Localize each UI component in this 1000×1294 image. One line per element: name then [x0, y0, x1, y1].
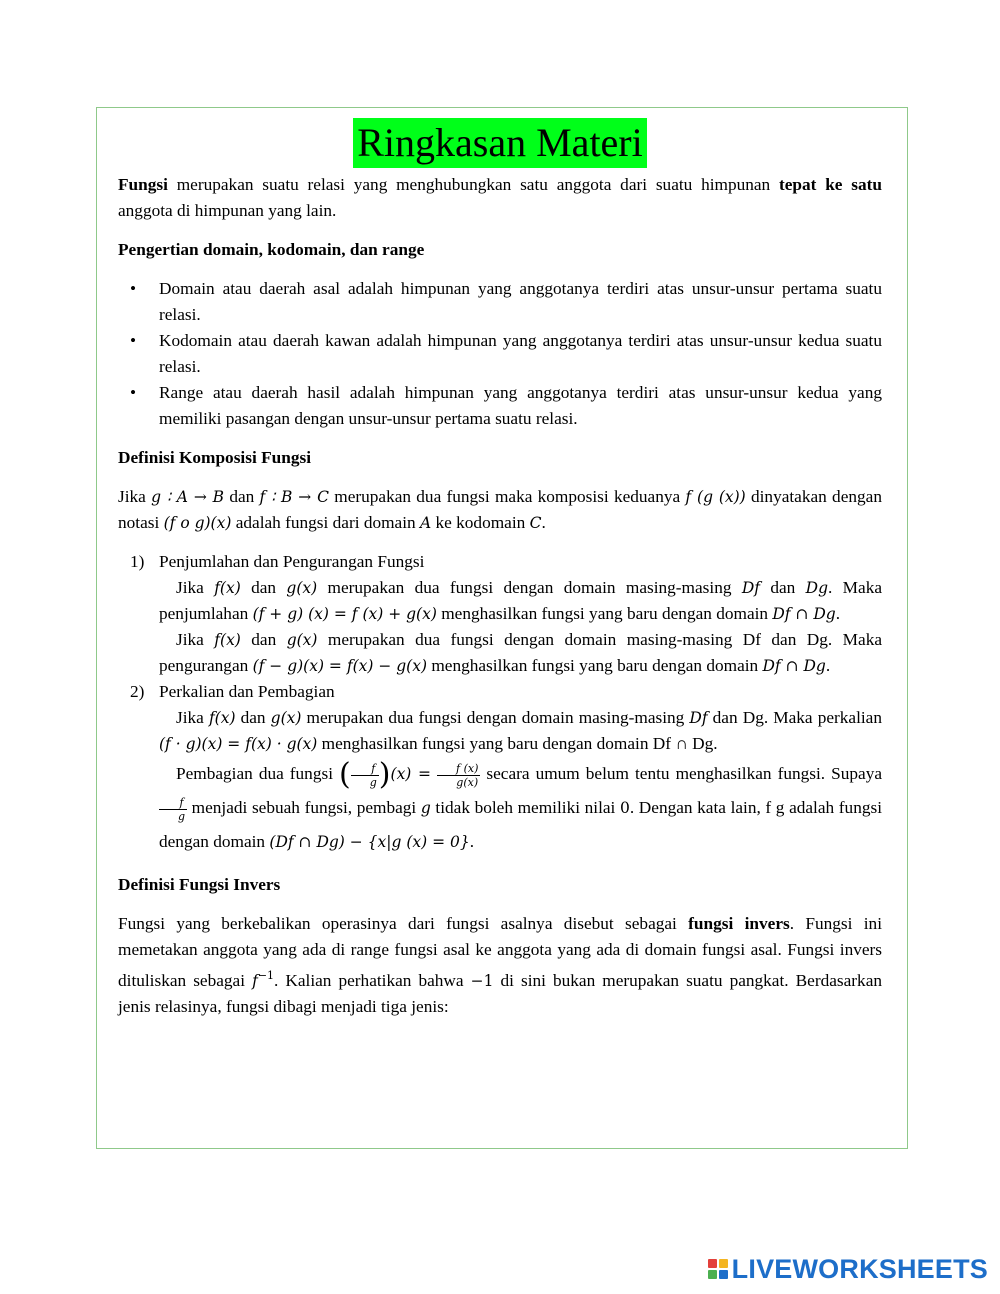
list-item: • Range atau daerah hasil adalah himpunan yang anggotanya terdiri atas unsur-unsur kedua yang memiliki pasangan dengan unsur-unsur pertama suatu relasi. — [118, 380, 882, 432]
intro-paragraph — [118, 172, 882, 224]
komposisi-paragraph: Jika g ∶ A → B dan f ∶ B → C merupakan dua fungsi maka komposisi keduanya f (g (x)) dinyatakan dengan notasi (f o g)(x) adalah fungsi dari domain A ke kodomain C. — [118, 487, 882, 532]
list-item: • Kodomain atau daerah kawan adalah himpunan yang anggotanya terdiri atas unsur-unsur kedua suatu relasi. — [118, 328, 882, 380]
logo-tile — [708, 1270, 717, 1279]
liveworksheets-logo[interactable] — [708, 1252, 988, 1286]
intro-text-2: anggota di himpunan yang lain. — [118, 201, 337, 220]
bullet-icon: • — [130, 279, 137, 298]
page-title: Ringkasan Materi — [353, 118, 647, 168]
perkalian-paragraph: Jika f(x) dan g(x) merupakan dua fungsi dengan domain masing-masing Df dan Dg. Maka perkalian (f · g)(x) = f(x) · g(x) menghasilkan fungsi yang baru dengan domain Df ∩ Dg. — [159, 708, 882, 753]
section-heading-komposisi: Definisi Komposisi Fungsi — [118, 448, 312, 467]
section-heading-invers: Definisi Fungsi Invers — [118, 875, 281, 894]
bullet-icon: • — [130, 331, 137, 350]
intro-bold-tepat: tepat ke satu — [778, 175, 882, 194]
summary-content — [118, 118, 882, 1020]
intro-text-1: merupakan suatu relasi yang menghubungkan satu anggota dari suatu himpunan — [167, 175, 779, 194]
logo-tile — [708, 1259, 717, 1268]
logo-text: LIVEWORKSHEETS — [731, 1253, 988, 1284]
invers-paragraph: Fungsi yang berkebalikan operasinya dari fungsi asalnya disebut sebagai fungsi invers. Fungsi ini memetakan anggota yang ada di range fungsi asal ke anggota yang ada di domain fungsi asal. Fungsi invers dituliskan sebagai $f^{-1}$. Kalian perhatikan bahwa −1 di sini bukan merupakan suatu pangkat. Berdasarkan jenis relasinya, fungsi dibagi menjadi tiga jenis: — [118, 914, 883, 1016]
pembagian-paragraph: Pembagian dua fungsi ( $\frac{f}{g}$ )(x) = $\frac{f (x)}{g(x)}$ secara umum belum tentu menghasilkan fungsi. Supaya $\frac{f}{g}$ menjadi sebuah fungsi, pembagi g tidak boleh memiliki nilai 0. Dengan kata lain, f g adalah fungsi dengan domain (Df ∩ Dg) − {x|g (x) = 0}. — [159, 757, 883, 851]
bullet-list — [118, 276, 882, 432]
title-wrap — [118, 118, 882, 168]
fraction-f-over-g: $\frac{f}{g}$ — [351, 762, 379, 789]
numbered-item-2-title: 2) Perkalian dan Pembagian — [130, 682, 335, 701]
intro-bold-fungsi: Fungsi — [118, 175, 168, 194]
fraction-f-over-g-2: $\frac{f}{g}$ — [159, 796, 187, 823]
numbered-item-1-title: 1) Penjumlahan dan Pengurangan Fungsi — [130, 552, 425, 571]
section-heading-domain: Pengertian domain, kodomain, dan range — [118, 240, 425, 259]
bullet-icon: • — [130, 383, 137, 402]
pengurangan-paragraph: Jika f(x) dan g(x) merupakan dua fungsi dengan domain masing-masing Df dan Dg. Maka pengurangan (f − g)(x) = f(x) − g(x) menghasilkan fungsi yang baru dengan domain Df ∩ Dg. — [159, 630, 883, 675]
logo-tile — [719, 1270, 728, 1279]
fraction-fx-over-gx: $\frac{f (x)}{g(x)}$ — [437, 762, 480, 789]
penjumlahan-paragraph: Jika f(x) dan g(x) merupakan dua fungsi dengan domain masing-masing Df dan Dg. Maka penjumlahan (f + g) (x) = f (x) + g(x) menghasilkan fungsi yang baru dengan domain Df ∩ Dg. — [159, 578, 883, 623]
logo-tile — [719, 1259, 728, 1268]
list-item: • Domain atau daerah asal adalah himpunan yang anggotanya terdiri atas unsur-unsur pertama suatu relasi. — [118, 276, 882, 328]
liveworksheets-logo-icon — [708, 1259, 728, 1279]
